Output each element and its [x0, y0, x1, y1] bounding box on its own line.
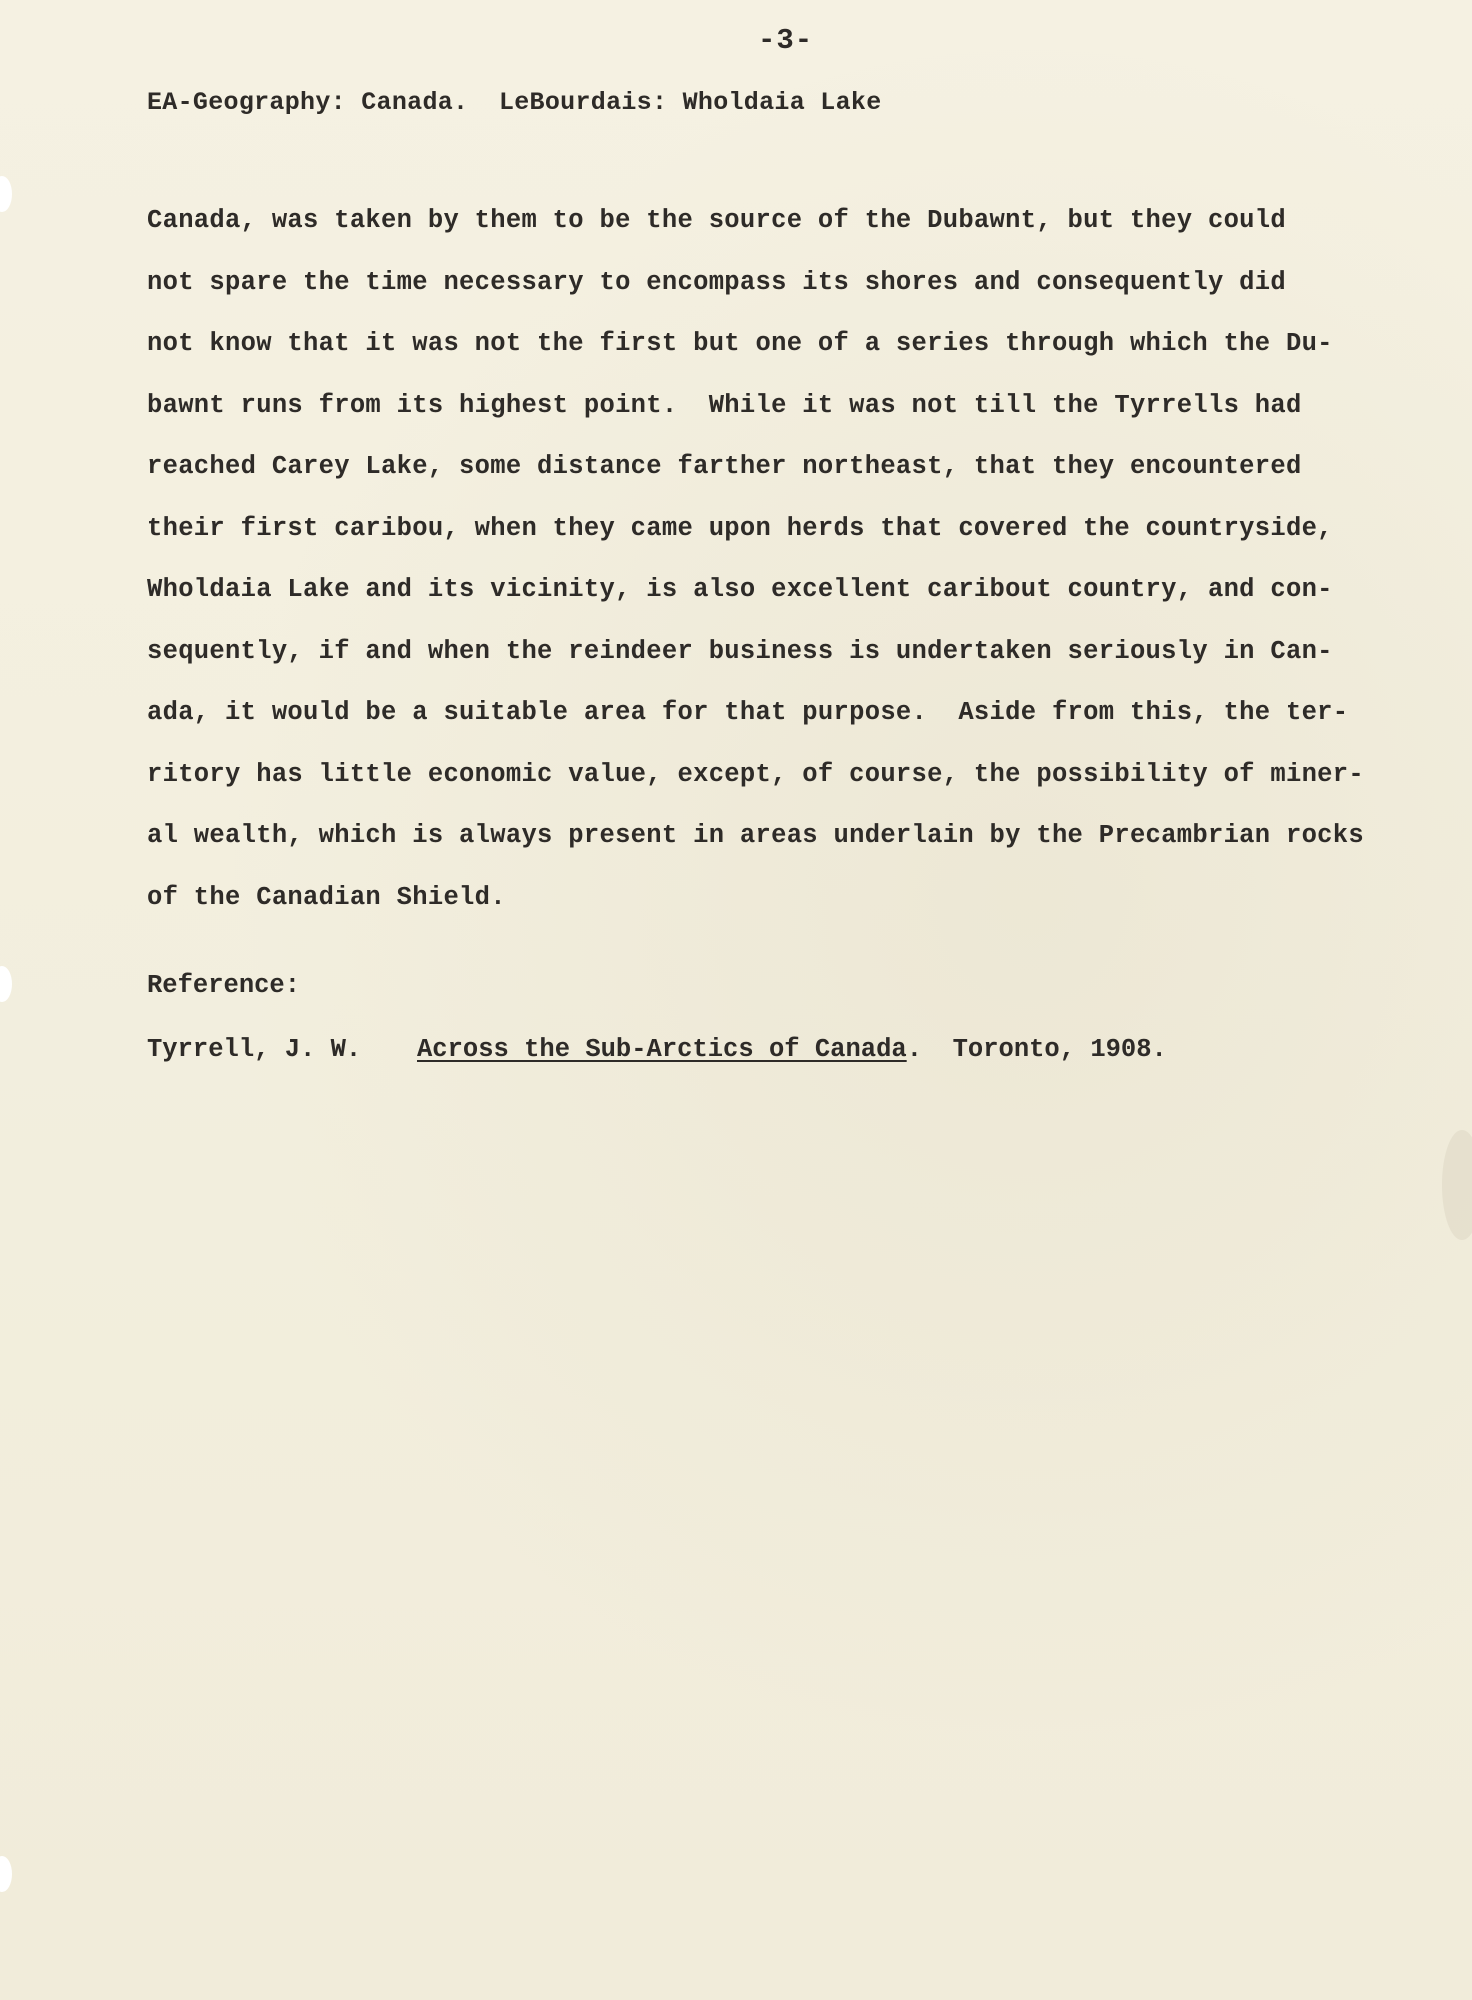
paper-stain: [1442, 1130, 1472, 1240]
text-line: Wholdaia Lake and its vicinity, is also excellent caribout country, and con-: [147, 575, 1333, 604]
text-line: ada, it would be a suitable area for that purpose. Aside from this, the ter-: [147, 698, 1349, 727]
punch-hole: [0, 176, 12, 212]
punch-hole: [0, 1856, 12, 1892]
text-line: not spare the time necessary to encompass its shores and consequently did: [147, 267, 1286, 297]
text-line: sequently, if and when the reindeer business is undertaken seriously in Can-: [147, 636, 1333, 666]
reference-title: Across the Sub-Arctics of Canada: [417, 1035, 907, 1064]
document-header: EA-Geography: Canada. LeBourdais: Wholdaia Lake: [147, 88, 882, 117]
text-line: al wealth, which is always present in areas underlain by the Precambrian rocks: [147, 821, 1364, 850]
reference-entry: [147, 1035, 1167, 1064]
text-line: bawnt runs from its highest point. While it was not till the Tyrrells had: [147, 390, 1302, 420]
body-text: [147, 205, 1364, 943]
text-line: reached Carey Lake, some distance farther northeast, that they encountered: [147, 452, 1302, 481]
text-line: their first caribou, when they came upon herds that covered the countryside,: [147, 513, 1333, 543]
text-line: of the Canadian Shield.: [147, 882, 506, 912]
text-line: ritory has little economic value, except, of course, the possibility of miner-: [147, 759, 1364, 789]
reference-label: Reference:: [147, 971, 301, 1000]
reference-author: Tyrrell, J. W.: [147, 1035, 362, 1064]
text-line: Canada, was taken by them to be the source of the Dubawnt, but they could: [147, 206, 1286, 235]
reference-publication: Toronto, 1908.: [922, 1035, 1167, 1064]
text-line: not know that it was not the first but one of a series through which the Du-: [147, 329, 1333, 358]
page-number: -3-: [758, 24, 814, 57]
reference-period: .: [906, 1035, 922, 1064]
punch-hole: [0, 966, 12, 1002]
